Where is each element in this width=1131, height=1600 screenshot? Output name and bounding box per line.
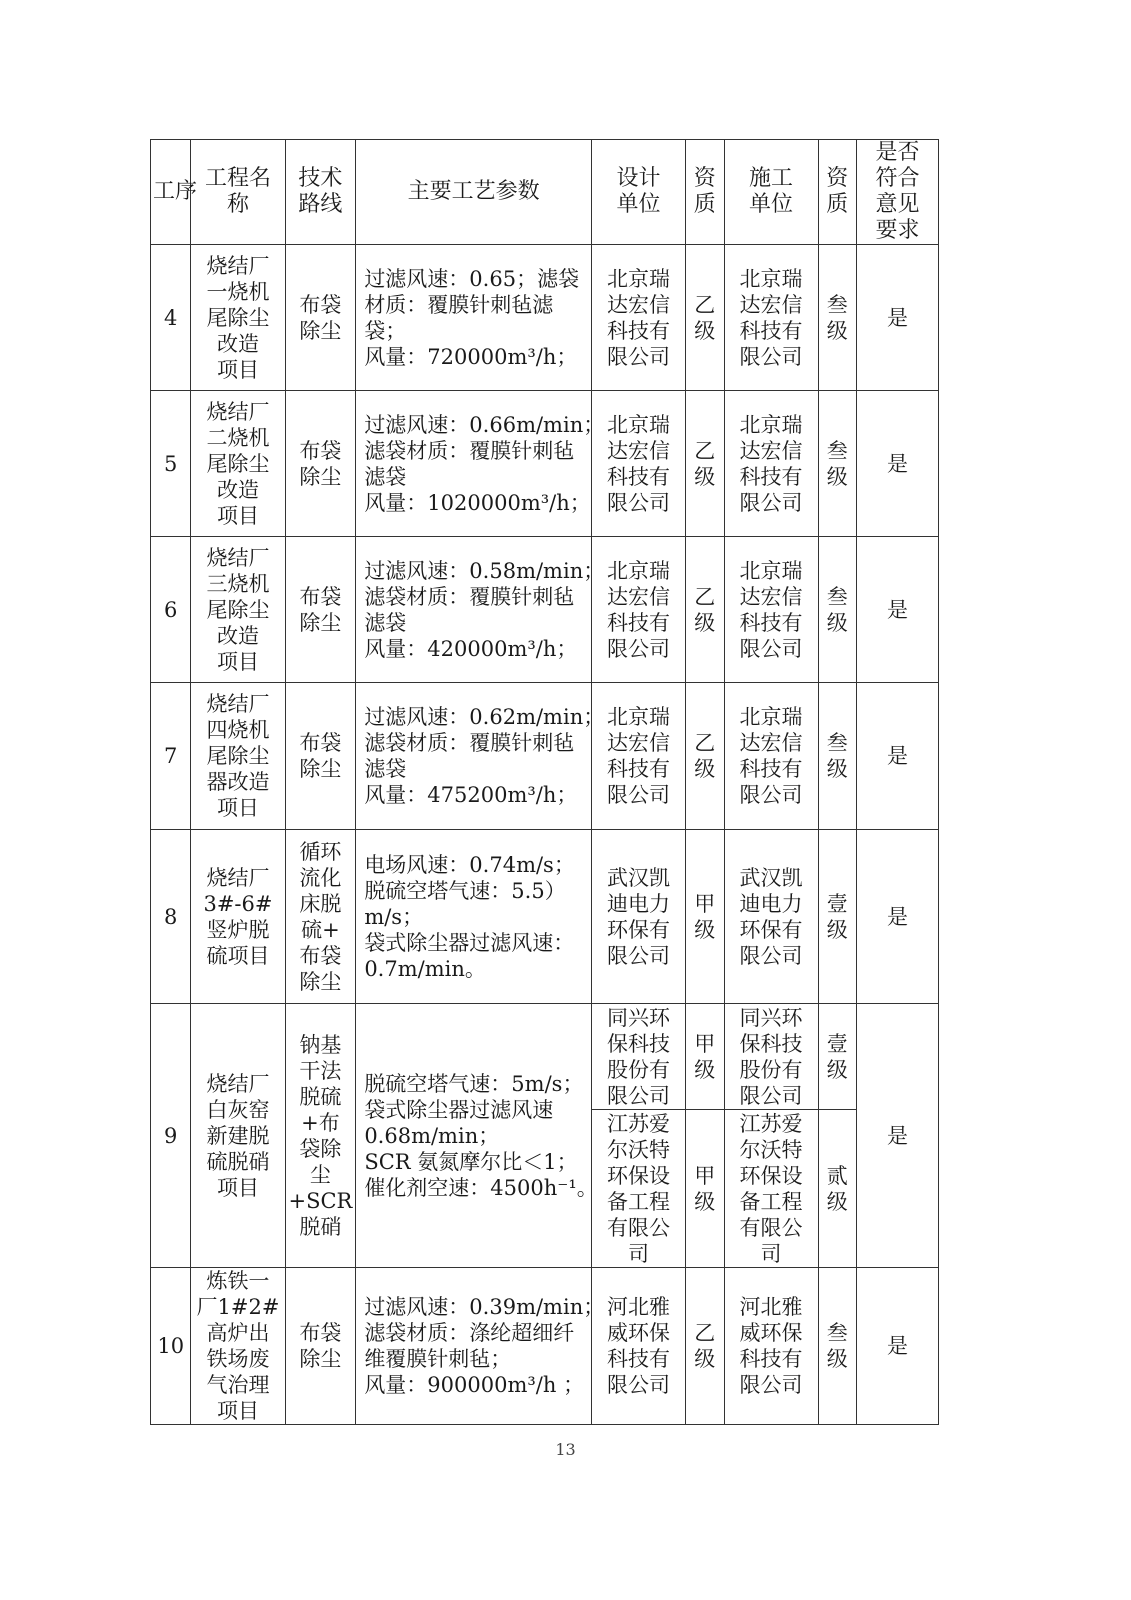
- cell-line: 级: [694, 1057, 716, 1082]
- cell-design-qual: [686, 1110, 724, 1268]
- cell-line: 布袋: [299, 1321, 342, 1345]
- cell-line: 甲: [694, 1031, 716, 1056]
- cell-line: 袋式除尘器过滤风速: [364, 1097, 554, 1122]
- cell-params: [356, 1004, 598, 1268]
- cell-line: 级: [826, 1189, 848, 1214]
- cell-line: 有限公: [739, 1215, 803, 1240]
- table-body: [151, 245, 939, 1425]
- cell-line: 限公司: [607, 1373, 671, 1397]
- cell-line: 股份有: [739, 1057, 803, 1082]
- cell-line: 环保设: [739, 1163, 803, 1188]
- cell-line: 新建脱: [206, 1123, 270, 1148]
- cell-line: 北京瑞: [739, 266, 803, 291]
- cell-line: 级: [826, 464, 848, 489]
- cell-params: [356, 391, 605, 537]
- cell-line: 环保有: [739, 917, 803, 942]
- cell-params: [356, 830, 592, 1004]
- cell-line: 北京瑞: [607, 412, 671, 437]
- cell-line: 北京瑞: [739, 558, 803, 583]
- cell-line: 级: [826, 610, 848, 635]
- cell-line: 威环保: [739, 1321, 803, 1345]
- cell-line: 袋；: [364, 318, 407, 343]
- cell-line: 除尘: [299, 610, 342, 635]
- cell-line: 达宏信: [739, 292, 803, 317]
- cell-line: 尘: [309, 1162, 331, 1187]
- cell-line: 北京瑞: [607, 266, 671, 291]
- cell-line: 床脱: [299, 891, 342, 916]
- cell-design: [592, 537, 686, 683]
- cell-line: 脱硝: [299, 1214, 342, 1239]
- cell-line: 叁: [826, 292, 848, 317]
- cell-line: 项日: [216, 796, 259, 820]
- table-row: [151, 391, 939, 537]
- header-process-text: 工序: [153, 179, 198, 204]
- cell-line: 尾除尘: [206, 744, 270, 768]
- cell-no: 9: [151, 1004, 191, 1268]
- cell-line: 甲: [694, 891, 716, 916]
- cell-line: 科技有: [739, 757, 803, 781]
- cell-line: 滤袋材质：覆膜针刺毡: [364, 731, 575, 755]
- cell-line: 风量：420000m³/h；: [364, 636, 578, 661]
- cell-line: 改造: [216, 477, 259, 502]
- cell-construct: [724, 537, 818, 683]
- cell-line: 限公司: [739, 636, 803, 661]
- cell-design: [592, 245, 686, 391]
- cell-line: 同兴环: [739, 1005, 803, 1030]
- page-number: 13: [555, 1440, 576, 1459]
- cell-line: 布袋: [299, 943, 342, 968]
- cell-line: 过滤风速：0.39m/min；: [364, 1295, 605, 1319]
- cell-name: [191, 391, 285, 537]
- cell-line: 达宏信: [607, 584, 671, 609]
- cell-tech: [285, 391, 356, 537]
- cell-name: [191, 1004, 285, 1268]
- cell-line: 滤袋材质：覆膜针刺毡: [364, 438, 575, 463]
- cell-tech: [285, 683, 356, 830]
- header-construct-text: 施工 单位: [749, 166, 794, 217]
- cell-line: 滤袋: [364, 464, 407, 489]
- cell-line: 项目: [216, 503, 259, 528]
- cell-line: 司: [628, 1241, 650, 1266]
- cell-line: 限公司: [607, 490, 671, 515]
- cell-line: 贰: [826, 1163, 848, 1188]
- cell-line: 江苏爱: [607, 1111, 671, 1136]
- cell-design: [592, 683, 686, 830]
- cell-line: 备工程: [739, 1189, 803, 1214]
- cell-line: 滤袋: [364, 757, 407, 781]
- header-params: 主要工艺参数: [356, 140, 592, 245]
- table-row: [151, 537, 939, 683]
- cell-line: +SCR: [288, 1188, 353, 1213]
- table-header-row: [151, 140, 939, 245]
- cell-comply: 是: [857, 1004, 939, 1268]
- cell-line: 维覆膜针刺毡；: [364, 1347, 512, 1371]
- cell-line: 滤袋: [364, 610, 407, 635]
- cell-line: 科技有: [607, 318, 671, 343]
- cell-construct: [724, 245, 818, 391]
- cell-line: 0.68m/min；: [364, 1123, 500, 1148]
- cell-line: 除尘: [299, 1347, 342, 1371]
- cell-line: 乙: [694, 292, 716, 317]
- cell-design-qual: [686, 1004, 724, 1110]
- cell-design-qual: [686, 245, 724, 391]
- cell-line: 尔沃特: [739, 1137, 803, 1162]
- cell-design: [592, 830, 686, 1004]
- cell-construct: [724, 1268, 818, 1425]
- cell-params: [356, 683, 605, 830]
- header-comply: [857, 140, 939, 245]
- header-comply-text: 是否 符合 意见 要求: [875, 140, 920, 243]
- cell-no: 6: [151, 537, 191, 683]
- cell-line: 尾除尘: [206, 597, 270, 622]
- table-row-9a: [151, 1004, 939, 1110]
- header-qual1: [686, 140, 724, 245]
- table-row-10: [151, 1268, 939, 1425]
- cell-tech: [285, 245, 356, 391]
- cell-line: 叁: [826, 1321, 848, 1345]
- cell-comply: 是: [857, 1268, 939, 1425]
- cell-line: 钠基: [299, 1032, 342, 1057]
- cell-line: 环保有: [607, 917, 671, 942]
- cell-line: 级: [826, 757, 848, 781]
- cell-line: 乙: [694, 584, 716, 609]
- cell-line: 达宏信: [607, 438, 671, 463]
- cell-name: [191, 1268, 285, 1425]
- cell-line: 3#-6#: [203, 891, 273, 916]
- header-qual2-text: 资 质: [826, 166, 849, 217]
- cell-line: 风量：900000m³/h ；: [364, 1373, 585, 1397]
- cell-line: 铁场废: [206, 1347, 270, 1371]
- cell-line: 硫脱硝: [206, 1149, 270, 1174]
- cell-line: 级: [826, 917, 848, 942]
- cell-line: 威环保: [607, 1321, 671, 1345]
- cell-line: 风量：1020000m³/h；: [364, 490, 591, 515]
- cell-params: [356, 537, 605, 683]
- cell-construct-qual: [818, 1110, 856, 1268]
- cell-line: 级: [694, 1347, 716, 1371]
- cell-construct: [724, 1004, 818, 1110]
- cell-design-qual: [686, 1268, 724, 1425]
- cell-line: 电场风速：0.74m/s；: [364, 852, 575, 877]
- table-row: [151, 683, 939, 830]
- cell-no: 4: [151, 245, 191, 391]
- cell-line: 过滤风速：0.65；滤袋: [364, 266, 580, 291]
- cell-line: 流化: [299, 865, 342, 890]
- cell-line: 乙: [694, 731, 716, 755]
- cell-tech: [285, 1268, 356, 1425]
- cell-line: 除尘: [299, 464, 342, 489]
- cell-line: 保科技: [607, 1031, 671, 1056]
- cell-line: 限公司: [739, 943, 803, 968]
- cell-line: 项目: [216, 1399, 259, 1423]
- cell-line: 限公司: [739, 1373, 803, 1397]
- cell-design: [592, 1004, 686, 1110]
- cell-line: 除尘: [299, 969, 342, 994]
- cell-line: 风量：720000m³/h；: [364, 344, 578, 369]
- cell-name: [191, 830, 285, 1004]
- cell-line: 北京瑞: [607, 705, 671, 729]
- cell-line: 除尘: [299, 318, 342, 343]
- header-construct: [724, 140, 818, 245]
- cell-line: 袋除: [299, 1136, 342, 1161]
- cell-line: 达宏信: [607, 292, 671, 317]
- cell-line: 科技有: [607, 610, 671, 635]
- cell-construct-qual: [818, 245, 856, 391]
- cell-no: 8: [151, 830, 191, 1004]
- cell-tech: [285, 830, 356, 1004]
- cell-tech: [285, 1004, 356, 1268]
- cell-line: 限公司: [607, 943, 671, 968]
- cell-line: 脱硫: [299, 1084, 342, 1109]
- cell-line: 科技有: [607, 464, 671, 489]
- cell-params: [356, 245, 592, 391]
- header-qual2: [818, 140, 856, 245]
- table-row: [151, 830, 939, 1004]
- cell-line: 材质：覆膜针刺毡滤: [364, 292, 554, 317]
- cell-line: 袋式除尘器过滤风速：: [364, 930, 575, 955]
- cell-line: 叁: [826, 731, 848, 755]
- cell-line: 布袋: [299, 584, 342, 609]
- cell-line: 北京瑞: [607, 558, 671, 583]
- cell-line: 限公司: [739, 490, 803, 515]
- cell-line: 厂1#2#: [196, 1295, 280, 1319]
- cell-line: 尔沃特: [607, 1137, 671, 1162]
- cell-comply: 是: [857, 830, 939, 1004]
- cell-line: 科技有: [739, 318, 803, 343]
- cell-line: 改造: [216, 331, 259, 356]
- cell-line: 达宏信: [739, 438, 803, 463]
- cell-line: 硫项目: [206, 943, 270, 968]
- cell-line: 烧结厂: [206, 399, 270, 424]
- cell-no: 5: [151, 391, 191, 537]
- cell-construct-qual: [818, 1268, 856, 1425]
- cell-line: 项目: [216, 1175, 259, 1200]
- cell-line: 迪电力: [607, 891, 671, 916]
- cell-line: 除尘: [299, 757, 342, 781]
- cell-line: 达宏信: [739, 584, 803, 609]
- cell-design-qual: [686, 391, 724, 537]
- cell-line: 0.7m/min。: [364, 956, 486, 981]
- cell-line: 股份有: [607, 1057, 671, 1082]
- cell-line: 气治理: [206, 1373, 270, 1397]
- cell-line: 迪电力: [739, 891, 803, 916]
- cell-line: 风量：475200m³/h；: [364, 783, 578, 807]
- cell-no: 10: [151, 1268, 191, 1425]
- cell-line: 河北雅: [607, 1295, 671, 1319]
- cell-line: 高炉出: [206, 1321, 270, 1345]
- header-project: [191, 140, 285, 245]
- cell-construct-qual: [818, 537, 856, 683]
- cell-line: 尾除尘: [206, 305, 270, 330]
- cell-line: 壹: [826, 1031, 848, 1056]
- cell-comply: 是: [857, 683, 939, 830]
- header-qual1-text: 资 质: [693, 166, 716, 217]
- cell-construct-qual: [818, 391, 856, 537]
- cell-line: 过滤风速：0.62m/min；: [364, 705, 605, 729]
- cell-line: 武汉凯: [607, 865, 671, 890]
- cell-line: 科技有: [607, 1347, 671, 1371]
- cell-line: 江苏爱: [739, 1111, 803, 1136]
- cell-line: 叁: [826, 584, 848, 609]
- cell-line: 项目: [216, 649, 259, 674]
- cell-construct: [724, 830, 818, 1004]
- header-design: [592, 140, 686, 245]
- header-design-text: 设计 单位: [616, 166, 661, 217]
- cell-line: SCR 氨氮摩尔比＜1；: [364, 1149, 578, 1174]
- cell-line: 滤袋材质：涤纶超细纤: [364, 1321, 575, 1345]
- cell-line: 武汉凯: [739, 865, 803, 890]
- table-row: [151, 245, 939, 391]
- cell-line: 河北雅: [739, 1295, 803, 1319]
- cell-design: [592, 1268, 686, 1425]
- cell-construct-qual: [818, 1004, 856, 1110]
- cell-construct: [724, 683, 818, 830]
- cell-line: 三烧机: [206, 571, 270, 596]
- cell-line: 限公司: [607, 1083, 671, 1108]
- cell-construct: [724, 391, 818, 537]
- cell-line: 达宏信: [739, 731, 803, 755]
- cell-line: 竖炉脱: [206, 917, 270, 942]
- cell-line: 四烧机: [206, 718, 270, 742]
- cell-line: 二烧机: [206, 425, 270, 450]
- cell-line: 壹: [826, 891, 848, 916]
- cell-line: 烧结厂: [206, 253, 270, 278]
- cell-line: 布袋: [299, 292, 342, 317]
- cell-line: 级: [694, 757, 716, 781]
- cell-line: 限公司: [607, 636, 671, 661]
- cell-line: 烧结厂: [206, 692, 270, 716]
- cell-design-qual: [686, 830, 724, 1004]
- cell-line: 一烧机: [206, 279, 270, 304]
- cell-line: 北京瑞: [739, 412, 803, 437]
- cell-line: 脱硫空塔气速：5.5）: [364, 878, 566, 903]
- cell-line: 级: [694, 318, 716, 343]
- cell-line: 环保设: [607, 1163, 671, 1188]
- cell-line: 限公司: [607, 783, 671, 807]
- cell-line: 级: [826, 318, 848, 343]
- cell-line: 科技有: [739, 610, 803, 635]
- cell-line: 硫+: [301, 917, 340, 942]
- cell-line: 保科技: [739, 1031, 803, 1056]
- cell-construct-qual: [818, 830, 856, 1004]
- cell-line: 司: [760, 1241, 782, 1266]
- cell-line: 限公司: [607, 344, 671, 369]
- cell-line: 级: [826, 1057, 848, 1082]
- cell-tech: [285, 537, 356, 683]
- cell-line: 科技有: [739, 1347, 803, 1371]
- cell-name: [191, 683, 285, 830]
- cell-line: 过滤风速：0.66m/min；: [364, 412, 605, 437]
- cell-comply: 是: [857, 537, 939, 683]
- cell-line: 级: [694, 610, 716, 635]
- cell-design-qual: [686, 537, 724, 683]
- cell-line: 布袋: [299, 438, 342, 463]
- header-tech: [285, 140, 356, 245]
- cell-line: 改造: [216, 623, 259, 648]
- header-tech-text: 技术 路线: [298, 166, 343, 217]
- cell-line: 级: [694, 1189, 716, 1214]
- cell-name: [191, 537, 285, 683]
- cell-line: 烧结厂: [206, 1071, 270, 1096]
- cell-line: 器改造: [206, 770, 270, 794]
- cell-design: [592, 1110, 686, 1268]
- cell-line: 限公司: [739, 344, 803, 369]
- cell-construct-qual: [818, 683, 856, 830]
- cell-line: 白灰窑: [206, 1097, 270, 1122]
- cell-line: 级: [694, 917, 716, 942]
- cell-line: 乙: [694, 1321, 716, 1345]
- cell-line: 级: [826, 1347, 848, 1371]
- cell-line: 乙: [694, 438, 716, 463]
- cell-line: 脱硫空塔气速：5m/s；: [364, 1071, 584, 1096]
- cell-line: 干法: [299, 1058, 342, 1083]
- cell-no: 7: [151, 683, 191, 830]
- cell-line: 科技有: [739, 464, 803, 489]
- cell-line: 烧结厂: [206, 865, 270, 890]
- cell-line: 甲: [694, 1163, 716, 1188]
- header-process: [151, 140, 198, 245]
- cell-line: 北京瑞: [739, 705, 803, 729]
- cell-line: 尾除尘: [206, 451, 270, 476]
- project-table: [150, 139, 939, 1425]
- cell-line: 限公司: [739, 1083, 803, 1108]
- cell-line: 备工程: [607, 1189, 671, 1214]
- cell-line: 项目: [216, 357, 259, 382]
- cell-line: 达宏信: [607, 731, 671, 755]
- cell-line: 滤袋材质：覆膜针刺毡: [364, 584, 575, 609]
- cell-line: 炼铁一: [206, 1269, 270, 1293]
- cell-line: 循环: [299, 839, 342, 864]
- cell-line: 有限公: [607, 1215, 671, 1240]
- cell-line: 限公司: [739, 783, 803, 807]
- cell-line: 同兴环: [607, 1005, 671, 1030]
- cell-name: [191, 245, 285, 391]
- cell-params: [356, 1268, 605, 1425]
- cell-line: 叁: [826, 438, 848, 463]
- cell-line: 科技有: [607, 757, 671, 781]
- cell-design-qual: [686, 683, 724, 830]
- cell-line: 级: [694, 464, 716, 489]
- cell-construct: [724, 1110, 818, 1268]
- header-project-text: 工程名 称: [204, 166, 271, 217]
- cell-line: 催化剂空速：4500h⁻¹。: [364, 1175, 598, 1200]
- cell-comply: 是: [857, 391, 939, 537]
- cell-design: [592, 391, 686, 537]
- cell-line: +布: [301, 1110, 340, 1135]
- cell-line: 布袋: [299, 731, 342, 755]
- cell-line: m/s；: [364, 904, 424, 929]
- cell-comply: 是: [857, 245, 939, 391]
- cell-line: 过滤风速：0.58m/min；: [364, 558, 605, 583]
- cell-line: 烧结厂: [206, 545, 270, 570]
